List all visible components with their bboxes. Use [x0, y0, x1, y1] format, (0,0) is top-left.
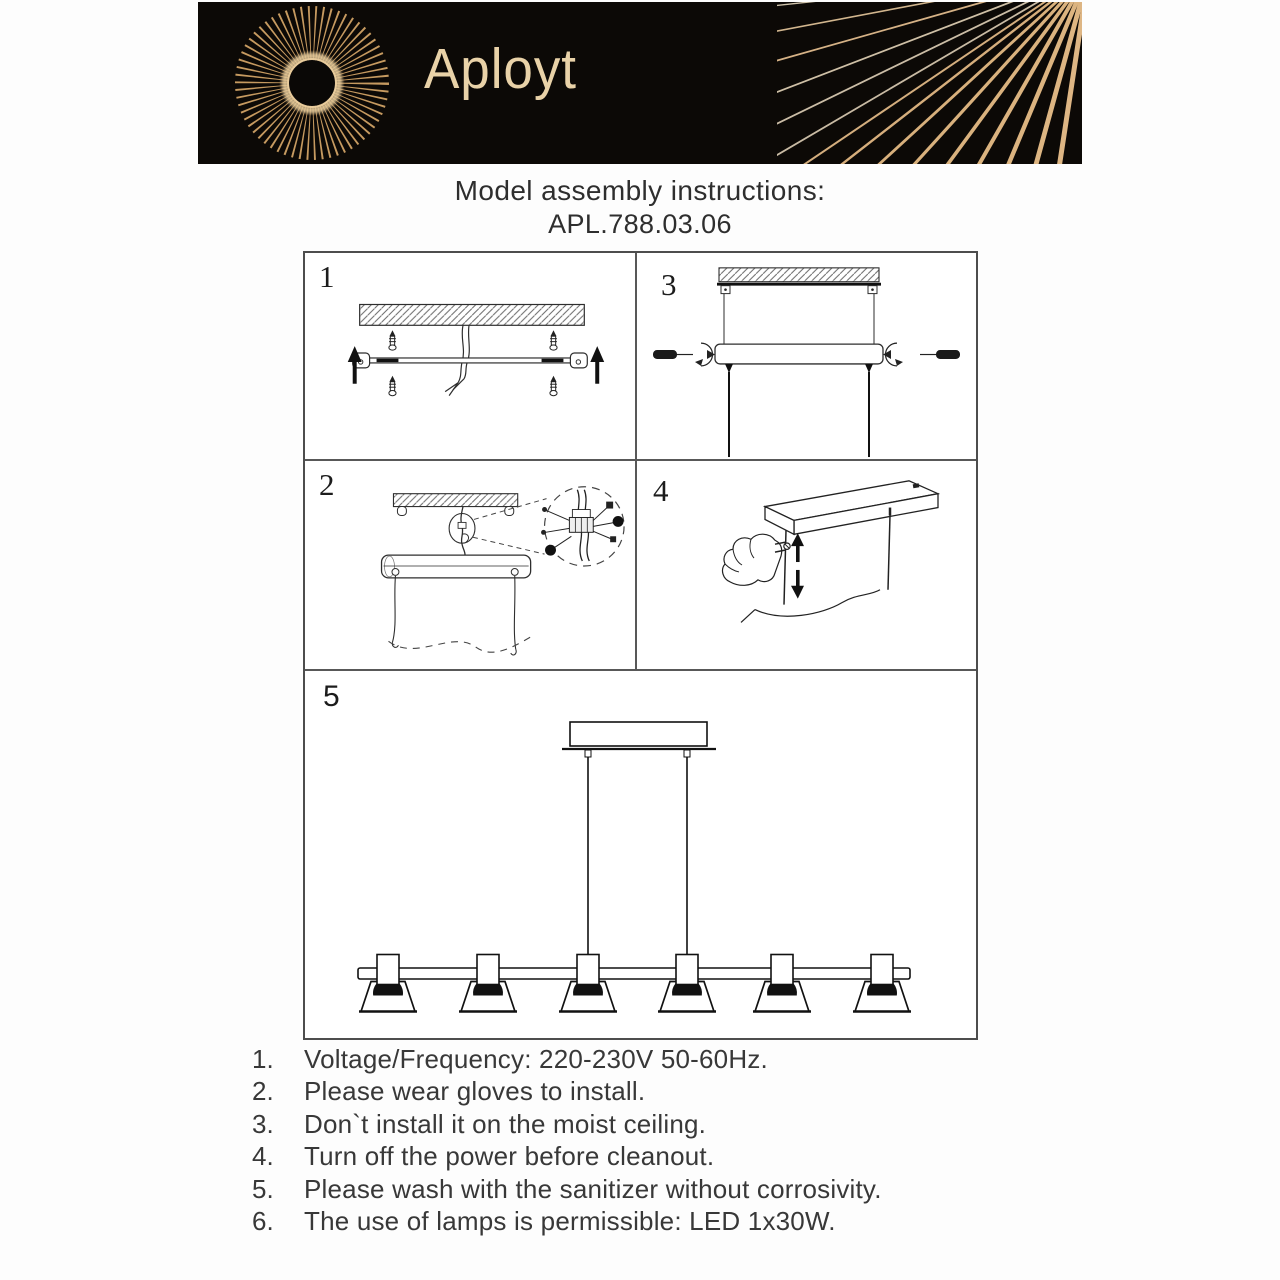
- suspension-wires: [729, 372, 869, 457]
- sunburst-logo-icon: [226, 2, 398, 164]
- note-text: Turn off the power before cleanout.: [304, 1141, 715, 1172]
- list-item: [252, 1075, 1012, 1107]
- ceiling-hatch: [360, 305, 585, 326]
- rays-decoration-icon: [777, 2, 1082, 164]
- step-2-panel: [305, 461, 637, 671]
- step-4-diagram: [637, 461, 976, 669]
- model-number: APL.788.03.06: [548, 209, 732, 239]
- step-number: 1: [319, 259, 335, 294]
- step-3-diagram: [637, 253, 976, 459]
- step-number: 5: [323, 680, 340, 713]
- fabric-wave: [741, 590, 880, 623]
- adjust-arrows-icon: [791, 533, 804, 598]
- step-3-panel: [637, 253, 976, 461]
- list-marker: 5.: [252, 1173, 274, 1204]
- slack-wire-dashed: [388, 635, 533, 652]
- note-text: Please wear gloves to install.: [304, 1076, 646, 1107]
- brand-banner: [198, 2, 1082, 164]
- step-1-panel: [305, 253, 637, 461]
- page-title: Model assembly instructions:: [454, 175, 826, 206]
- list-marker: 2.: [252, 1076, 274, 1107]
- note-text: Please wash with the sanitizer without corrosivity.: [304, 1173, 882, 1204]
- mounting-bracket: [717, 284, 881, 344]
- wire-connection: [449, 507, 475, 556]
- canopy: [562, 722, 716, 757]
- list-marker: 3.: [252, 1108, 274, 1139]
- ceiling-hatch: [393, 494, 517, 516]
- ceiling-hatch: [719, 268, 879, 282]
- step-4-panel: [637, 461, 976, 671]
- list-item: [252, 1205, 1012, 1237]
- step-number: 3: [661, 267, 677, 302]
- list-item: [252, 1173, 1012, 1205]
- mounting-bar: [353, 353, 588, 368]
- step-2-diagram: [305, 461, 635, 669]
- list-marker: 4.: [252, 1141, 274, 1172]
- title-block: [0, 174, 1280, 240]
- canopy: [715, 344, 883, 373]
- spotlights: [359, 955, 911, 1012]
- list-item: [252, 1043, 1012, 1075]
- up-arrow-icon: [348, 346, 604, 384]
- note-text: The use of lamps is permissible: LED 1x30W.: [304, 1206, 836, 1237]
- list-marker: 1.: [252, 1044, 274, 1074]
- note-text: Voltage/Frequency: 220-230V 50-60Hz.: [304, 1044, 768, 1074]
- step-number: 4: [653, 473, 669, 508]
- step-1-diagram: [305, 253, 635, 459]
- safety-notes-list: [252, 1043, 1012, 1237]
- step-number: 2: [319, 467, 335, 502]
- hand-icon: [723, 534, 791, 585]
- canopy: [382, 555, 531, 578]
- brand-wordmark: Aployt: [424, 37, 577, 101]
- assembly-steps-grid: [303, 251, 978, 1040]
- list-marker: 6.: [252, 1206, 274, 1237]
- suspension-wires: [588, 757, 687, 968]
- canopy-3d: [765, 481, 938, 534]
- suspension-wires: [392, 576, 516, 655]
- list-item: [252, 1108, 1012, 1140]
- step-5-panel: [305, 671, 976, 1038]
- step-5-diagram: [305, 671, 976, 1038]
- note-text: Don`t install it on the moist ceiling.: [304, 1108, 707, 1139]
- light-bar: [358, 968, 910, 979]
- list-item: [252, 1140, 1012, 1172]
